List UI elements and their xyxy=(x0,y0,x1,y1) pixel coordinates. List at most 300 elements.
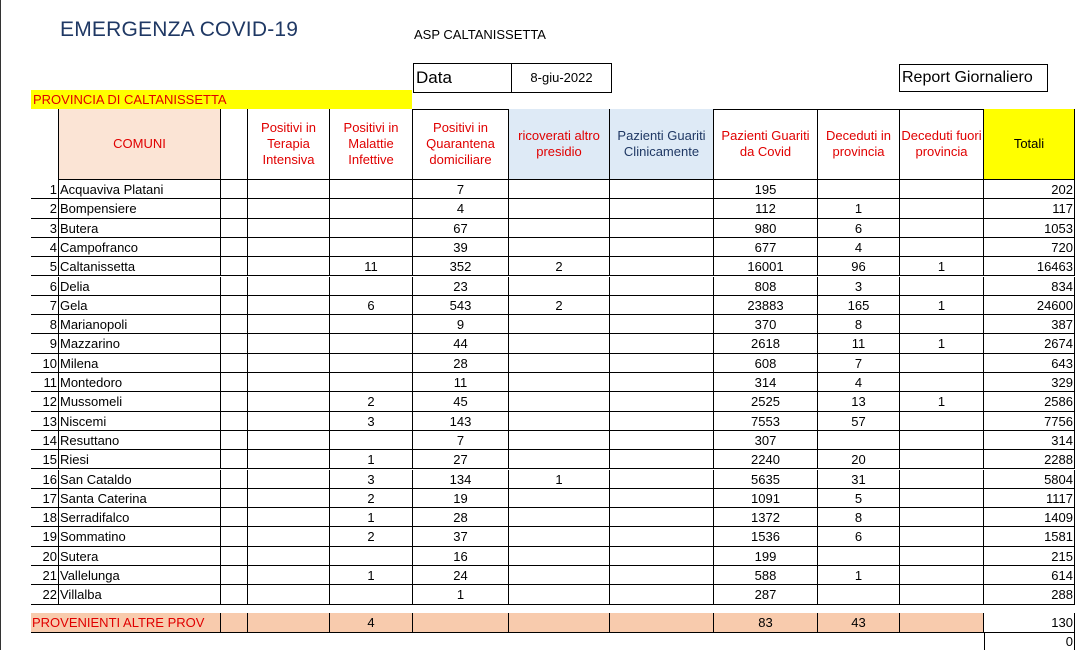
footer-total: 130 xyxy=(984,613,1075,633)
mi-cell: 6 xyxy=(330,296,413,315)
asp-label: ASP CALTANISSETTA xyxy=(414,27,546,42)
pgc-cell xyxy=(610,219,714,238)
blank-cell xyxy=(221,585,248,604)
mi-cell xyxy=(330,547,413,566)
pgc-cell xyxy=(610,315,714,334)
footer-label: PROVENIENTI ALTRE PROV xyxy=(31,613,221,633)
rap-cell xyxy=(509,508,610,527)
blank-cell xyxy=(221,334,248,353)
pgc-cell xyxy=(610,489,714,508)
pgc-cell xyxy=(610,508,714,527)
total-cell: 314 xyxy=(984,431,1075,450)
rap-cell: 2 xyxy=(509,257,610,276)
comune-name: Sommatino xyxy=(59,527,221,546)
row-number: 16 xyxy=(31,470,59,489)
rap-cell xyxy=(509,450,610,469)
dfp-cell xyxy=(900,566,984,585)
table-row xyxy=(31,354,1075,374)
pgd-cell: 1372 xyxy=(714,508,818,527)
ti-cell xyxy=(248,412,330,431)
footer-row xyxy=(31,613,1075,633)
comune-name: Marianopoli xyxy=(59,315,221,334)
header-guariti-covid: Pazienti Guariti da Covid xyxy=(714,109,818,180)
qd-cell: 1 xyxy=(413,585,509,604)
pgd-cell: 307 xyxy=(714,431,818,450)
footer-ti xyxy=(248,613,330,633)
qd-cell: 11 xyxy=(413,373,509,392)
qd-cell: 45 xyxy=(413,392,509,411)
row-number: 7 xyxy=(31,296,59,315)
pgd-cell: 2240 xyxy=(714,450,818,469)
blank-cell xyxy=(221,527,248,546)
ti-cell xyxy=(248,354,330,373)
dip-cell: 1 xyxy=(818,199,900,218)
header-quarantena: Positivi in Quarantena domiciliare xyxy=(413,109,509,180)
qd-cell: 543 xyxy=(413,296,509,315)
pgd-cell: 608 xyxy=(714,354,818,373)
dfp-cell xyxy=(900,219,984,238)
table-row xyxy=(31,527,1075,547)
comune-name: Vallelunga xyxy=(59,566,221,585)
rap-cell xyxy=(509,373,610,392)
table-row xyxy=(31,470,1075,490)
total-cell: 202 xyxy=(984,180,1075,199)
mi-cell xyxy=(330,334,413,353)
comune-name: Butera xyxy=(59,219,221,238)
rap-cell xyxy=(509,431,610,450)
dfp-cell xyxy=(900,354,984,373)
footer-mi: 4 xyxy=(330,613,413,633)
total-cell: 1053 xyxy=(984,219,1075,238)
qd-cell: 23 xyxy=(413,277,509,296)
ti-cell xyxy=(248,489,330,508)
comune-name: Campofranco xyxy=(59,238,221,257)
pgc-cell xyxy=(610,392,714,411)
qd-cell: 37 xyxy=(413,527,509,546)
comune-name: Villalba xyxy=(59,585,221,604)
table-row xyxy=(31,566,1075,586)
row-number: 8 xyxy=(31,315,59,334)
comune-name: San Cataldo xyxy=(59,470,221,489)
footer-dfp xyxy=(900,613,984,633)
pgc-cell xyxy=(610,450,714,469)
rap-cell xyxy=(509,238,610,257)
pgc-cell xyxy=(610,412,714,431)
report-cell[interactable] xyxy=(899,64,1048,92)
mi-cell xyxy=(330,585,413,604)
ti-cell xyxy=(248,585,330,604)
pgc-cell xyxy=(610,527,714,546)
dfp-cell xyxy=(900,431,984,450)
footer-dip: 43 xyxy=(818,613,900,633)
table-row xyxy=(31,277,1075,297)
comune-name: Milena xyxy=(59,354,221,373)
comune-name: Delia xyxy=(59,277,221,296)
pgc-cell xyxy=(610,199,714,218)
dip-cell: 5 xyxy=(818,489,900,508)
header-terapia-intensiva: Positivi in Terapia Intensiva xyxy=(248,109,330,180)
dfp-cell xyxy=(900,373,984,392)
row-number: 15 xyxy=(31,450,59,469)
pgc-cell xyxy=(610,373,714,392)
row-number: 13 xyxy=(31,412,59,431)
report-label: Report Giornaliero xyxy=(902,69,1033,86)
row-number: 20 xyxy=(31,547,59,566)
qd-cell: 27 xyxy=(413,450,509,469)
header-blank xyxy=(221,109,248,180)
total-cell: 2674 xyxy=(984,334,1075,353)
pgd-cell: 1536 xyxy=(714,527,818,546)
comune-name: Acquaviva Platani xyxy=(59,180,221,199)
dfp-cell xyxy=(900,508,984,527)
province-label: PROVINCIA DI CALTANISSETTA xyxy=(31,90,412,109)
pgd-cell: 23883 xyxy=(714,296,818,315)
comune-name: Riesi xyxy=(59,450,221,469)
pgd-cell: 195 xyxy=(714,180,818,199)
dfp-cell xyxy=(900,470,984,489)
row-number: 5 xyxy=(31,257,59,276)
pgd-cell: 588 xyxy=(714,566,818,585)
data-label-cell[interactable] xyxy=(413,63,512,93)
total-cell: 24600 xyxy=(984,296,1075,315)
mi-cell xyxy=(330,199,413,218)
comune-name: Resuttano xyxy=(59,431,221,450)
table-row xyxy=(31,508,1075,528)
mi-cell xyxy=(330,354,413,373)
blank-cell xyxy=(221,199,248,218)
total-cell: 387 xyxy=(984,315,1075,334)
row-number: 11 xyxy=(31,373,59,392)
footer-pgd: 83 xyxy=(714,613,818,633)
total-cell: 2586 xyxy=(984,392,1075,411)
footer-blank xyxy=(221,613,248,633)
pgd-cell: 314 xyxy=(714,373,818,392)
table-row xyxy=(31,392,1075,412)
dfp-cell: 1 xyxy=(900,296,984,315)
rap-cell: 2 xyxy=(509,296,610,315)
ti-cell xyxy=(248,566,330,585)
pgd-cell: 7553 xyxy=(714,412,818,431)
dip-cell: 11 xyxy=(818,334,900,353)
total-cell: 643 xyxy=(984,354,1075,373)
ti-cell xyxy=(248,180,330,199)
date-cell[interactable] xyxy=(511,63,612,93)
rap-cell xyxy=(509,219,610,238)
ti-cell xyxy=(248,257,330,276)
pgd-cell: 1091 xyxy=(714,489,818,508)
pgc-cell xyxy=(610,334,714,353)
mi-cell xyxy=(330,277,413,296)
dfp-cell: 1 xyxy=(900,334,984,353)
mi-cell: 2 xyxy=(330,392,413,411)
dip-cell: 1 xyxy=(818,566,900,585)
date-value: 8-giu-2022 xyxy=(530,70,593,85)
dip-cell: 6 xyxy=(818,219,900,238)
table-row xyxy=(31,547,1075,567)
dip-cell: 4 xyxy=(818,238,900,257)
dfp-cell xyxy=(900,489,984,508)
pgd-cell: 808 xyxy=(714,277,818,296)
table-row xyxy=(31,585,1075,605)
header-malattie-infettive: Positivi in Malattie Infettive xyxy=(330,109,413,180)
row-number: 9 xyxy=(31,334,59,353)
mi-cell: 1 xyxy=(330,566,413,585)
dip-cell xyxy=(818,180,900,199)
pgd-cell: 370 xyxy=(714,315,818,334)
comune-name: Santa Caterina xyxy=(59,489,221,508)
comune-name: Mazzarino xyxy=(59,334,221,353)
dip-cell: 4 xyxy=(818,373,900,392)
total-cell: 329 xyxy=(984,373,1075,392)
mi-cell xyxy=(330,431,413,450)
blank-cell xyxy=(221,277,248,296)
rap-cell xyxy=(509,412,610,431)
blank-cell xyxy=(221,180,248,199)
dfp-cell xyxy=(900,527,984,546)
total-cell: 614 xyxy=(984,566,1075,585)
total-cell: 1581 xyxy=(984,527,1075,546)
data-label: Data xyxy=(416,68,452,87)
pgc-cell xyxy=(610,585,714,604)
qd-cell: 28 xyxy=(413,354,509,373)
dip-cell xyxy=(818,585,900,604)
rap-cell xyxy=(509,527,610,546)
total-cell: 117 xyxy=(984,199,1075,218)
header-totali: Totali xyxy=(984,109,1075,180)
row-number: 1 xyxy=(31,180,59,199)
comune-name: Gela xyxy=(59,296,221,315)
ti-cell xyxy=(248,219,330,238)
rap-cell xyxy=(509,566,610,585)
rap-cell xyxy=(509,199,610,218)
table-row xyxy=(31,334,1075,354)
mi-cell: 1 xyxy=(330,508,413,527)
dfp-cell: 1 xyxy=(900,257,984,276)
blank-cell xyxy=(221,489,248,508)
rap-cell xyxy=(509,334,610,353)
pgc-cell xyxy=(610,470,714,489)
row-number: 12 xyxy=(31,392,59,411)
rap-cell xyxy=(509,585,610,604)
pgc-cell xyxy=(610,238,714,257)
pgd-cell: 287 xyxy=(714,585,818,604)
dip-cell xyxy=(818,431,900,450)
footer-pgc xyxy=(610,613,714,633)
dfp-cell xyxy=(900,238,984,257)
qd-cell: 143 xyxy=(413,412,509,431)
pgc-cell xyxy=(610,277,714,296)
qd-cell: 9 xyxy=(413,315,509,334)
row-number: 18 xyxy=(31,508,59,527)
mi-cell xyxy=(330,315,413,334)
ti-cell xyxy=(248,373,330,392)
dip-cell: 13 xyxy=(818,392,900,411)
blank-cell xyxy=(221,257,248,276)
qd-cell: 7 xyxy=(413,431,509,450)
dip-cell: 6 xyxy=(818,527,900,546)
table-row xyxy=(31,489,1075,509)
comune-name: Niscemi xyxy=(59,412,221,431)
row-number: 2 xyxy=(31,199,59,218)
total-cell: 288 xyxy=(984,585,1075,604)
dfp-cell xyxy=(900,585,984,604)
table-row xyxy=(31,219,1075,239)
dip-cell: 3 xyxy=(818,277,900,296)
qd-cell: 39 xyxy=(413,238,509,257)
pgc-cell xyxy=(610,257,714,276)
qd-cell: 352 xyxy=(413,257,509,276)
pgd-cell: 199 xyxy=(714,547,818,566)
ti-cell xyxy=(248,238,330,257)
header-deceduti-provincia: Deceduti in provincia xyxy=(818,109,900,180)
ti-cell xyxy=(248,199,330,218)
total-cell: 5804 xyxy=(984,470,1075,489)
comune-name: Bompensiere xyxy=(59,199,221,218)
header-comuni: COMUNI xyxy=(59,109,221,180)
ti-cell xyxy=(248,334,330,353)
qd-cell: 4 xyxy=(413,199,509,218)
ti-cell xyxy=(248,277,330,296)
footer-qd xyxy=(413,613,509,633)
pgd-cell: 5635 xyxy=(714,470,818,489)
pgd-cell: 677 xyxy=(714,238,818,257)
rap-cell xyxy=(509,277,610,296)
row-number: 4 xyxy=(31,238,59,257)
dfp-cell xyxy=(900,315,984,334)
dfp-cell xyxy=(900,180,984,199)
table-row xyxy=(31,180,1075,200)
dip-cell xyxy=(818,547,900,566)
mi-cell xyxy=(330,219,413,238)
blank-cell xyxy=(221,450,248,469)
total-cell: 2288 xyxy=(984,450,1075,469)
total-cell: 1117 xyxy=(984,489,1075,508)
mi-cell xyxy=(330,373,413,392)
blank-cell xyxy=(221,431,248,450)
qd-cell: 134 xyxy=(413,470,509,489)
ti-cell xyxy=(248,431,330,450)
row-number: 10 xyxy=(31,354,59,373)
blank-cell xyxy=(221,373,248,392)
rap-cell xyxy=(509,489,610,508)
blank-cell xyxy=(221,547,248,566)
table-row xyxy=(31,431,1075,451)
ti-cell xyxy=(248,508,330,527)
total-cell: 7756 xyxy=(984,412,1075,431)
row-number: 19 xyxy=(31,527,59,546)
pgd-cell: 112 xyxy=(714,199,818,218)
row-number: 21 xyxy=(31,566,59,585)
qd-cell: 44 xyxy=(413,334,509,353)
mi-cell: 3 xyxy=(330,412,413,431)
sheet-right-border xyxy=(1076,0,1080,650)
row-number: 22 xyxy=(31,585,59,604)
total-cell: 720 xyxy=(984,238,1075,257)
dip-cell: 165 xyxy=(818,296,900,315)
row-number: 17 xyxy=(31,489,59,508)
comune-name: Mussomeli xyxy=(59,392,221,411)
table-row xyxy=(31,199,1075,219)
ti-cell xyxy=(248,392,330,411)
qd-cell: 24 xyxy=(413,566,509,585)
total-cell: 834 xyxy=(984,277,1075,296)
dfp-cell xyxy=(900,450,984,469)
table-row xyxy=(31,315,1075,335)
mi-cell: 1 xyxy=(330,450,413,469)
total-cell: 16463 xyxy=(984,257,1075,276)
dip-cell: 8 xyxy=(818,315,900,334)
blank-cell xyxy=(221,392,248,411)
table-row xyxy=(31,296,1075,316)
blank-cell xyxy=(221,315,248,334)
pgd-cell: 2618 xyxy=(714,334,818,353)
pgc-cell xyxy=(610,180,714,199)
dip-cell: 96 xyxy=(818,257,900,276)
dfp-cell xyxy=(900,199,984,218)
blank-cell xyxy=(221,566,248,585)
footer-rap xyxy=(509,613,610,633)
sheet-left-border xyxy=(0,0,7,650)
total-cell: 1409 xyxy=(984,508,1075,527)
dip-cell: 31 xyxy=(818,470,900,489)
ti-cell xyxy=(248,315,330,334)
dfp-cell xyxy=(900,412,984,431)
pgc-cell xyxy=(610,431,714,450)
page-title: EMERGENZA COVID-19 xyxy=(60,18,299,41)
pgd-cell: 2525 xyxy=(714,392,818,411)
ti-cell xyxy=(248,470,330,489)
qd-cell: 67 xyxy=(413,219,509,238)
row-number: 3 xyxy=(31,219,59,238)
dfp-cell: 1 xyxy=(900,392,984,411)
total-cell: 215 xyxy=(984,547,1075,566)
rap-cell xyxy=(509,315,610,334)
grand-total-extra: 0 xyxy=(984,633,1075,650)
dfp-cell xyxy=(900,277,984,296)
pgc-cell xyxy=(610,354,714,373)
pgc-cell xyxy=(610,566,714,585)
dip-cell: 7 xyxy=(818,354,900,373)
dip-cell: 8 xyxy=(818,508,900,527)
mi-cell xyxy=(330,238,413,257)
comune-name: Serradifalco xyxy=(59,508,221,527)
mi-cell: 2 xyxy=(330,527,413,546)
row-number: 14 xyxy=(31,431,59,450)
blank-cell xyxy=(221,354,248,373)
ti-cell xyxy=(248,296,330,315)
blank-cell xyxy=(221,238,248,257)
mi-cell: 2 xyxy=(330,489,413,508)
row-number: 6 xyxy=(31,277,59,296)
ti-cell xyxy=(248,547,330,566)
dip-cell: 57 xyxy=(818,412,900,431)
rap-cell: 1 xyxy=(509,470,610,489)
pgd-cell: 980 xyxy=(714,219,818,238)
ti-cell xyxy=(248,527,330,546)
header-number-spacer xyxy=(31,109,59,180)
comune-name: Caltanissetta xyxy=(59,257,221,276)
header-guariti-clinicamente: Pazienti Guariti Clinicamente xyxy=(610,109,714,180)
qd-cell: 7 xyxy=(413,180,509,199)
blank-cell xyxy=(221,296,248,315)
qd-cell: 28 xyxy=(413,508,509,527)
rap-cell xyxy=(509,354,610,373)
blank-cell xyxy=(221,412,248,431)
dfp-cell xyxy=(900,547,984,566)
pgc-cell xyxy=(610,296,714,315)
blank-cell xyxy=(221,219,248,238)
comune-name: Sutera xyxy=(59,547,221,566)
